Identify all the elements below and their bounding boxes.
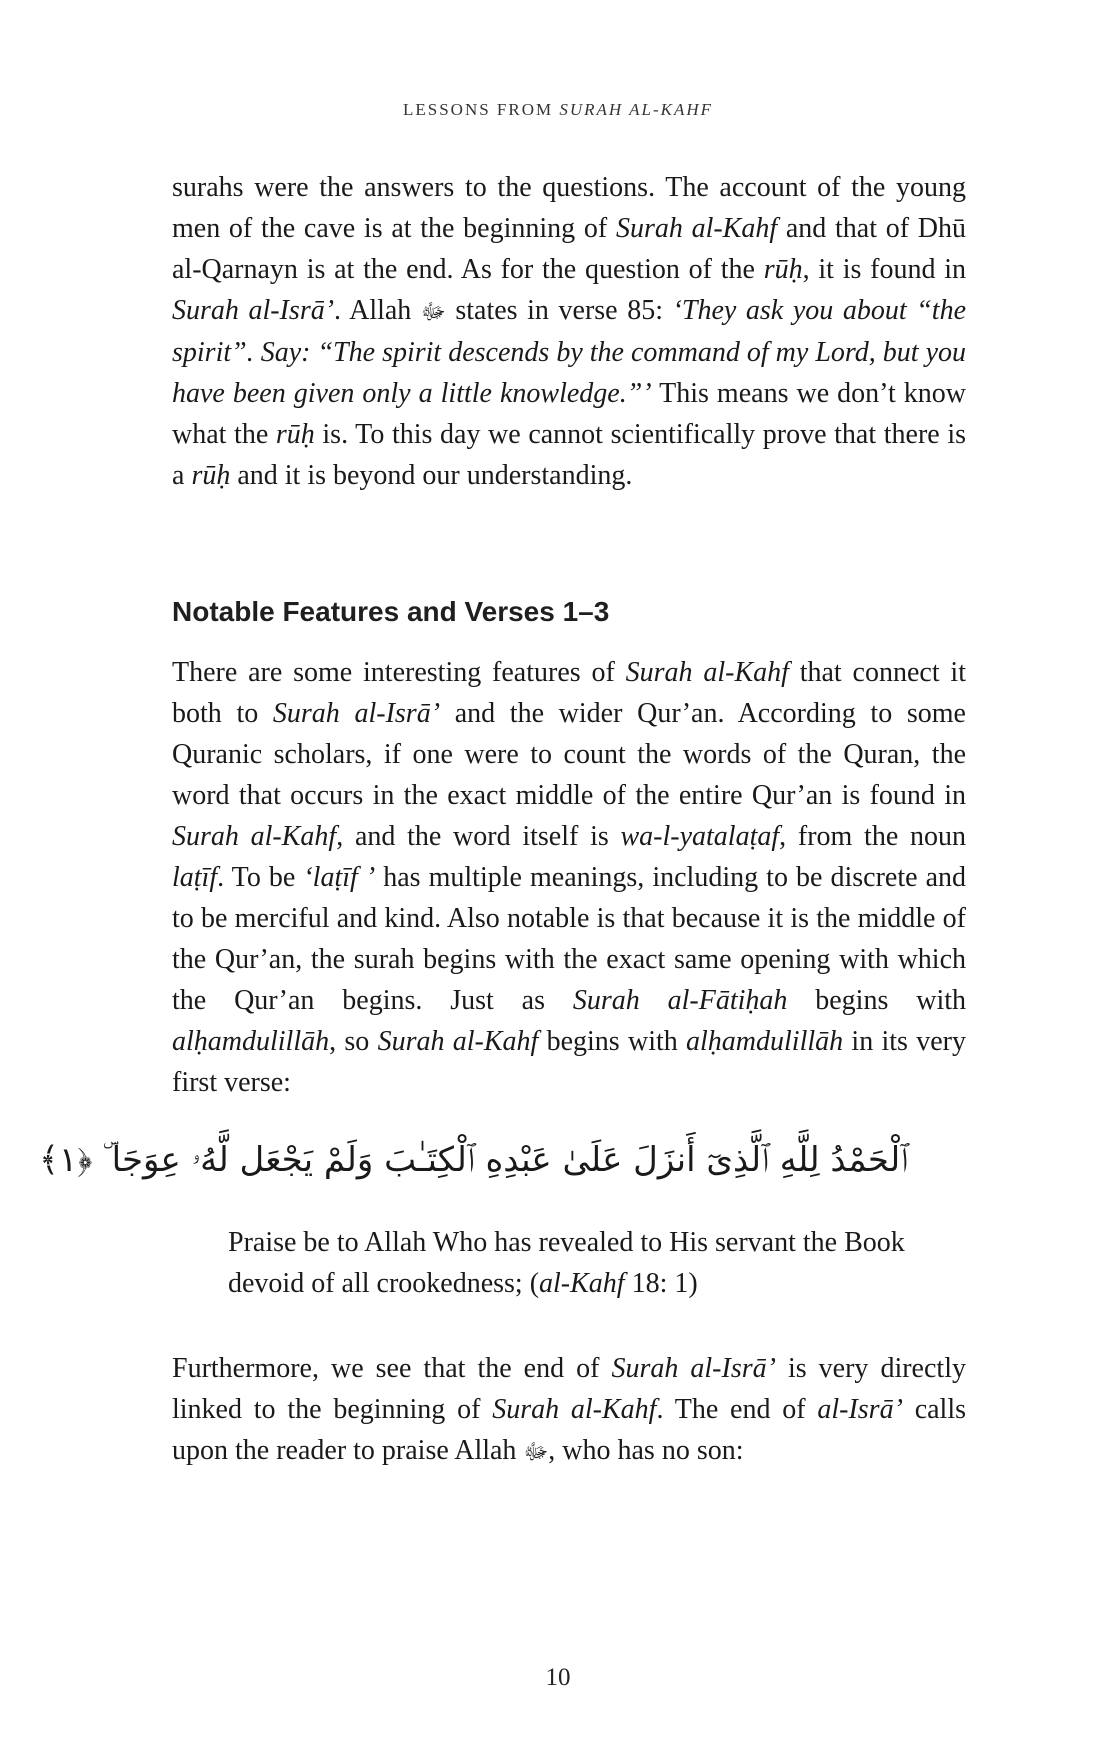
quote-italic: ‘They ask you about “the spirit”. Say: “The spirit descends by the command of my Lord, but you have been given only a little knowledge.”’ bbox=[172, 295, 966, 409]
arabic-verse: ٱلْحَمْدُ لِلَّهِ ٱلَّذِىٓ أَنزَلَ عَلَىٰ عَبْدِهِ ٱلْكِتَـٰبَ وَلَمْ يَجْعَل لَّهُۥ عِوَجَا ۜ ﴿١﴾ bbox=[39, 1140, 908, 1180]
text-run: There are some interesting features of bbox=[172, 657, 626, 688]
text-run: . To be bbox=[217, 862, 304, 893]
italic-run: Surah al-Fātiḥah bbox=[572, 985, 788, 1016]
verse-translation bbox=[228, 1222, 948, 1304]
italic-run: Surah al-Isrā’ bbox=[272, 698, 441, 729]
text-run: , and the word itself is bbox=[336, 821, 621, 852]
text-run: This means we don’t know what the bbox=[172, 378, 966, 450]
text-run: , it is found in bbox=[802, 254, 967, 285]
italic-run: Surah al-Kahf bbox=[625, 657, 789, 688]
italic-run: alḥamdulillāh bbox=[686, 1026, 844, 1057]
text-run: that connect it both to bbox=[172, 657, 966, 729]
citation-verse: 18: 1) bbox=[624, 1268, 698, 1299]
honorific-glyph: ﷻ bbox=[420, 299, 446, 324]
text-run: is. To this day we cannot scientifically prove that there is a bbox=[172, 419, 967, 491]
text-run: and it is beyond our understanding. bbox=[230, 460, 633, 491]
section-heading: Notable Features and Verses 1–3 bbox=[172, 596, 610, 627]
text-run: , so bbox=[329, 1026, 378, 1057]
text-run: Furthermore, we see that the end of bbox=[172, 1353, 612, 1384]
text-run: states in verse 85: bbox=[445, 295, 673, 326]
paragraph-1 bbox=[172, 167, 966, 496]
text-run: begins with bbox=[787, 985, 966, 1016]
translation-text: Praise be to Allah Who has revealed to His servant the Book devoid of all crookedness; bbox=[228, 1227, 905, 1299]
text-run: and the wider Qur’an. According to some Quranic scholars, if one were to count the words of the Quran, the word that occurs in the exact middle of the entire Qur’an is found in bbox=[172, 698, 966, 811]
citation-open: ( bbox=[529, 1268, 540, 1299]
running-head-prefix: LESSONS FROM bbox=[402, 100, 560, 119]
italic-run: al-Isrā’ bbox=[817, 1394, 903, 1425]
text-run: , from the noun bbox=[779, 821, 966, 852]
italic-run: Surah al-Kahf bbox=[615, 213, 778, 244]
italic-run: rūḥ bbox=[763, 254, 803, 285]
text-run: begins with bbox=[538, 1026, 687, 1057]
running-head-title: SURAH AL-KAHF bbox=[559, 100, 714, 119]
italic-run: Surah al-Kahf bbox=[492, 1394, 657, 1425]
text-run: . Allah bbox=[334, 295, 421, 326]
text-run: has multiple meanings, including to be discrete and to be merciful and kind. Also notable is that because it is the middle of the Qur’an, the surah begins with the exact same opening with which the Qur’an begins. Just as bbox=[172, 862, 967, 1016]
text-run: is very directly linked to the beginning of bbox=[172, 1353, 966, 1425]
honorific-glyph: ﷻ bbox=[523, 1439, 549, 1464]
text-run: calls upon the reader to praise Allah bbox=[172, 1394, 966, 1466]
paragraph-2 bbox=[172, 652, 966, 1103]
italic-run: ‘laṭīf ’ bbox=[303, 862, 376, 893]
paragraph-3 bbox=[172, 1348, 966, 1472]
text-run: surahs were the answers to the questions. The account of the young men of the cave is at the beginning of bbox=[172, 172, 966, 244]
italic-run: rūḥ bbox=[275, 419, 315, 450]
text-run: , who has no son: bbox=[548, 1435, 744, 1466]
italic-run: rūḥ bbox=[191, 460, 231, 491]
text-run: in its very first verse: bbox=[172, 1026, 966, 1098]
italic-run: Surah al-Isrā’ bbox=[172, 295, 335, 326]
italic-run: wa-l-yatalaṭaf bbox=[620, 821, 780, 852]
italic-run: alḥamdulillāh bbox=[172, 1026, 330, 1057]
citation-surah: al-Kahf bbox=[539, 1268, 625, 1299]
page-number: 10 bbox=[545, 1664, 571, 1691]
italic-run: Surah al-Kahf bbox=[377, 1026, 539, 1057]
italic-run: Surah al-Isrā’ bbox=[611, 1353, 776, 1384]
text-run: and that of Dhū al-Qarnayn is at the end. As for the question of the bbox=[172, 213, 966, 285]
running-head bbox=[0, 100, 1116, 120]
italic-run: Surah al-Kahf bbox=[172, 821, 337, 852]
text-run: . The end of bbox=[656, 1394, 818, 1425]
italic-run: laṭīf bbox=[172, 862, 218, 893]
